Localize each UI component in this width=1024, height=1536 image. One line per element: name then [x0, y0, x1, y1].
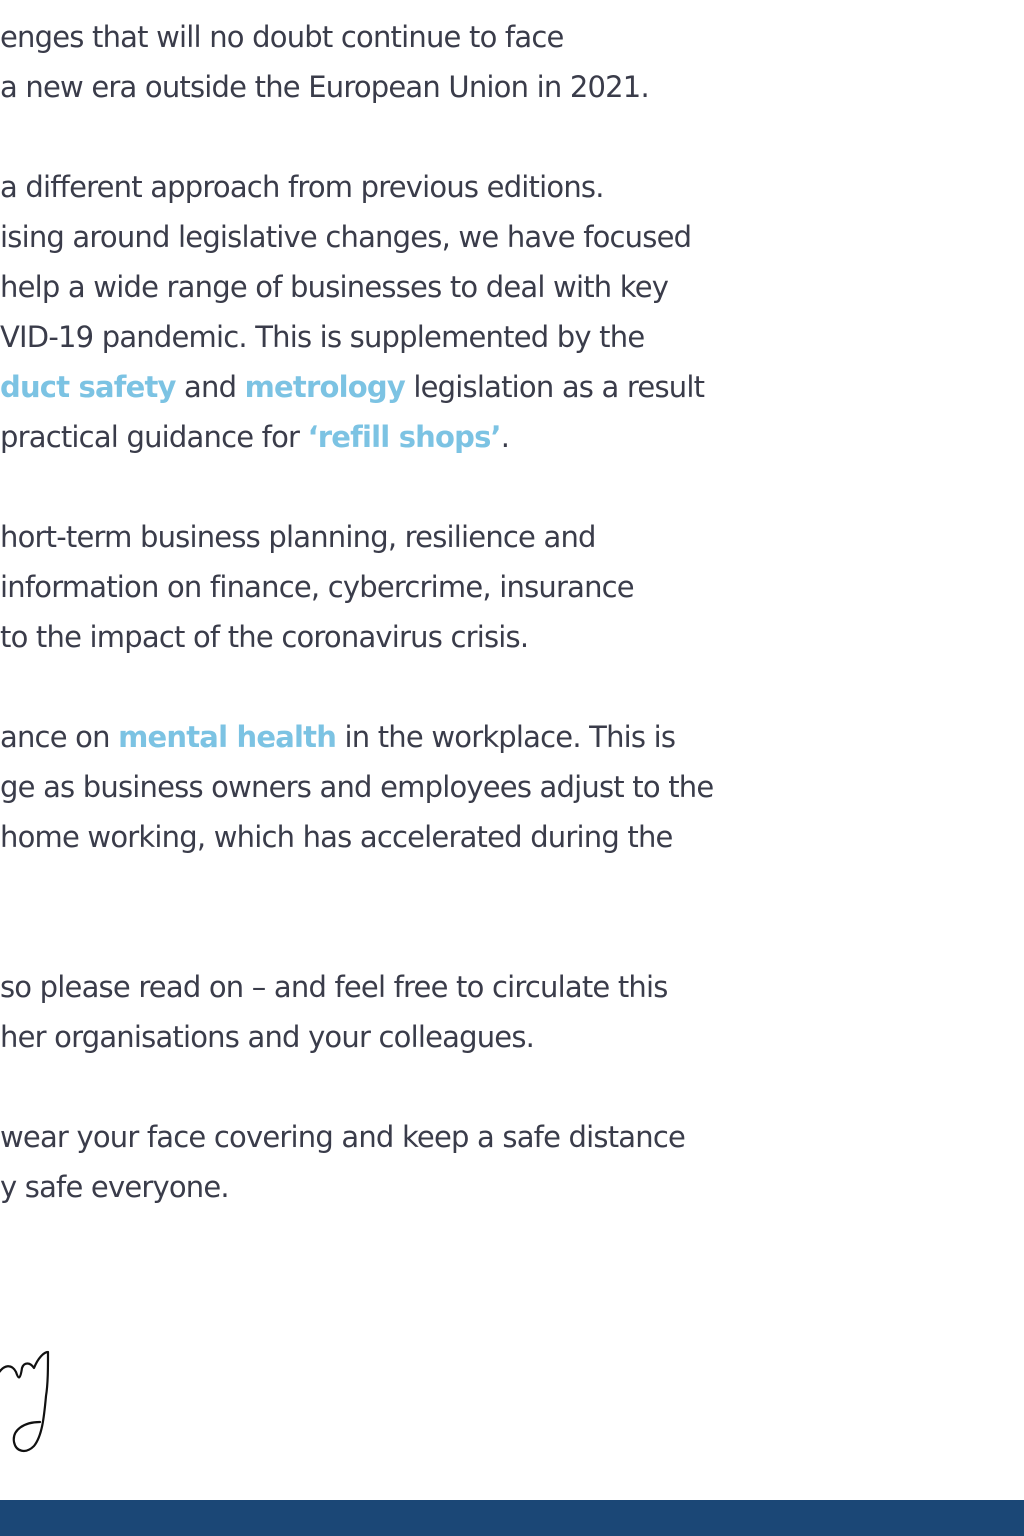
text-line — [0, 617, 528, 657]
line-text: so please read on – and feel free to circulate this — [0, 970, 668, 1004]
text-line — [0, 317, 644, 357]
line-text: wear your face covering and keep a safe distance — [0, 1120, 686, 1154]
text-line — [0, 817, 673, 857]
text-line — [0, 217, 691, 257]
text-line — [0, 567, 634, 607]
line-text: ge as business owners and employees adjust to the — [0, 770, 714, 804]
line-text: her organisations and your colleagues. — [0, 1020, 535, 1054]
text-line — [0, 517, 596, 557]
line-text: to the impact of the coronavirus crisis. — [0, 620, 529, 654]
line-text: ising around legislative changes, we have focused — [0, 220, 692, 254]
line-text: help a wide range of businesses to deal with key — [0, 270, 669, 304]
text-line — [0, 417, 509, 457]
line-text: home working, which has accelerated during the — [0, 820, 673, 854]
text-line — [0, 67, 649, 107]
line-text: legislation as a result — [404, 370, 705, 404]
line-text: . — [500, 420, 510, 454]
text-line — [0, 17, 564, 57]
line-text: practical guidance for — [0, 420, 308, 454]
line-text: a new era outside the European Union in 2021. — [0, 70, 649, 104]
text-line — [0, 1017, 534, 1057]
text-line — [0, 1167, 229, 1207]
line-text: in the workplace. This is — [336, 720, 676, 754]
text-line — [0, 967, 668, 1007]
line-text: enges that will no doubt continue to face — [0, 20, 564, 54]
footer-band — [0, 1500, 1024, 1536]
line-text: and — [175, 370, 245, 404]
text-line — [0, 167, 604, 207]
line-text: y safe everyone. — [0, 1170, 229, 1204]
highlighted-term: metrology — [244, 370, 405, 404]
signature-icon — [0, 1338, 70, 1458]
text-line — [0, 267, 668, 307]
line-text: a different approach from previous editions. — [0, 170, 604, 204]
highlighted-term: duct safety — [0, 370, 176, 404]
line-text: hort-term business planning, resilience and — [0, 520, 596, 554]
text-line — [0, 1117, 685, 1157]
line-text: information on finance, cybercrime, insurance — [0, 570, 634, 604]
line-text: VID-19 pandemic. This is supplemented by the — [0, 320, 645, 354]
text-line — [0, 367, 704, 407]
highlighted-term: ‘refill shops’ — [307, 420, 501, 454]
line-text: ance on — [0, 720, 119, 754]
text-line — [0, 767, 713, 807]
text-line — [0, 717, 675, 757]
highlighted-term: mental health — [118, 720, 337, 754]
